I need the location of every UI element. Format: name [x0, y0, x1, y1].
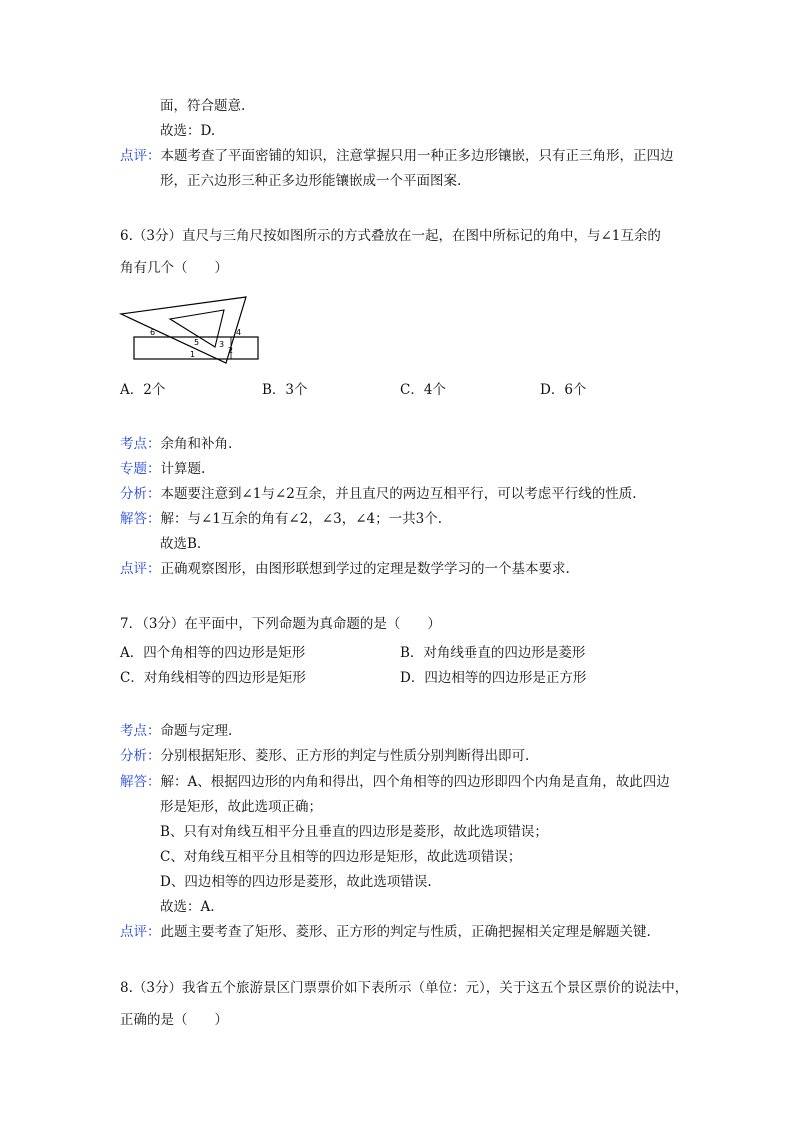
prev-solution-continued: 面，符合题意. [160, 98, 246, 114]
q7-point [120, 721, 232, 741]
q7-solution-line-4: C、对角线互相平分且相等的四边形是矩形，故此选项错误； [160, 849, 522, 865]
review-text: 此题主要考查了矩形、菱形、正方形的判定与性质，正确把握相关定理是解题关键. [160, 924, 651, 940]
q6-topic [120, 459, 205, 479]
analysis-text: 分别根据矩形、菱形、正方形的判定与性质分别判断得出即可. [160, 748, 530, 764]
q6-review [120, 559, 570, 579]
topic-text: 计算题. [160, 461, 206, 477]
solution-label: 解答： [120, 511, 161, 527]
analysis-text: 本题要注意到∠1与∠2互余，并且直尺的两边互相平行，可以考虑平行线的性质. [160, 486, 637, 502]
angle-label-5: 5 [194, 338, 200, 347]
q6-solution [120, 509, 442, 529]
q6-option-b: B．3个 [262, 382, 308, 398]
topic-label: 专题： [120, 461, 161, 477]
q7-solution-line-2: 形是矩形，故此选项正确； [160, 799, 322, 815]
angle-label-3: 3 [219, 340, 225, 349]
q6-analysis [120, 484, 637, 504]
angle-label-1: 1 [190, 350, 196, 359]
solution-text: 解：与∠1互余的角有∠2，∠3，∠4；一共3个. [160, 511, 442, 527]
prev-review-continued: 形，正六边形三种正多边形能镶嵌成一个平面图案. [160, 173, 462, 189]
ruler-triangle-figure [118, 293, 268, 365]
point-label: 考点： [120, 436, 161, 452]
review-label: 点评： [120, 924, 161, 940]
q7-solution [120, 772, 670, 792]
q8-stem-continued: 正确的是（ ） [120, 1012, 228, 1028]
point-text: 余角和补角. [160, 436, 233, 452]
q7-review [120, 922, 651, 942]
review-text: 正确观察图形，由图形联想到学过的定理是数学学习的一个基本要求. [160, 561, 570, 577]
prev-answer: 故选：D. [160, 123, 216, 139]
q6-stem-continued: 角有几个（ ） [120, 260, 228, 276]
q6-option-c: C．4个 [400, 382, 446, 398]
q6-stem: 6.（3分）直尺与三角尺按如图所示的方式叠放在一起，在图中所标记的角中，与∠1互余的 [120, 228, 661, 244]
q7-stem: 7．（3分）在平面中，下列命题为真命题的是（ ） [120, 616, 441, 632]
q7-option-c: C．对角线相等的四边形是矩形 [120, 670, 306, 686]
q7-answer: 故选：A. [160, 899, 215, 915]
q7-analysis [120, 746, 529, 766]
q7-option-b: B．对角线垂直的四边形是菱形 [400, 645, 586, 661]
q7-option-a: A．四个角相等的四边形是矩形 [120, 645, 306, 661]
analysis-label: 分析： [120, 748, 161, 764]
angle-label-4: 4 [236, 328, 242, 337]
q7-solution-line-3: B、只有对角线互相平分且垂直的四边形是菱形，故此选项错误； [160, 824, 548, 840]
q8-stem: 8.（3分）我省五个旅游景区门票票价如下表所示（单位：元），关于这五个景区票价的说法中， [120, 980, 689, 996]
solution-text: 解：A、根据四边形的内角和得出，四个角相等的四边形即四个内角是直角，故此四边 [160, 774, 670, 790]
point-text: 命题与定理. [160, 723, 233, 739]
angle-label-2: 2 [228, 346, 234, 355]
analysis-label: 分析： [120, 486, 161, 502]
point-label: 考点： [120, 723, 161, 739]
review-text: 本题考查了平面密铺的知识，注意掌握只用一种正多边形镶嵌，只有正三角形，正四边 [160, 148, 674, 164]
q6-answer: 故选B. [160, 536, 202, 552]
q6-point [120, 434, 232, 454]
q6-option-d: D．6个 [540, 382, 587, 398]
prev-review [120, 146, 674, 166]
q7-option-d: D．四边相等的四边形是正方形 [400, 670, 587, 686]
angle-label-6: 6 [150, 328, 156, 337]
q6-option-a: A．2个 [120, 382, 166, 398]
review-label: 点评： [120, 561, 161, 577]
solution-label: 解答： [120, 774, 161, 790]
review-label: 点评： [120, 148, 161, 164]
q7-solution-line-5: D、四边相等的四边形是菱形，故此选项错误. [160, 874, 432, 890]
